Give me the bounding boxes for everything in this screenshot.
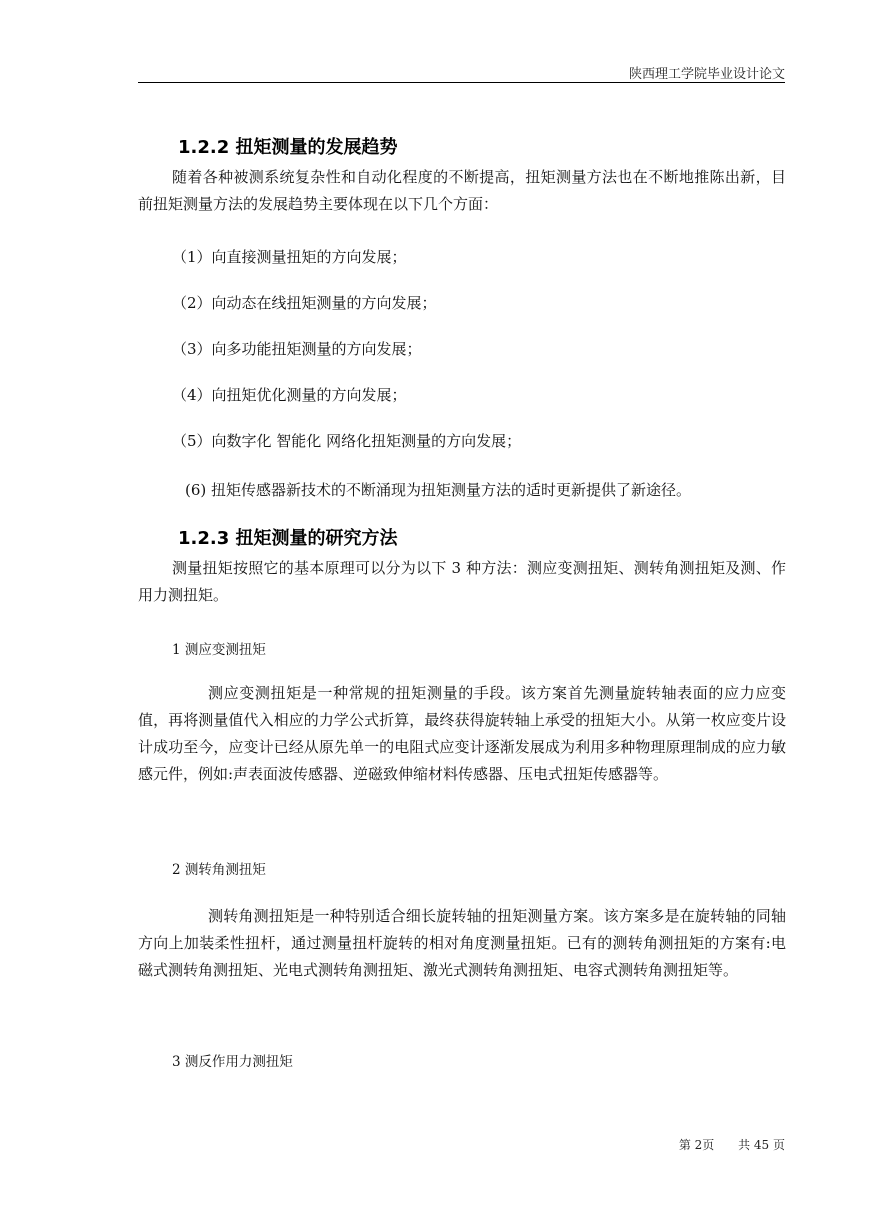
method-3-title: 3 测反作用力测扭矩 xyxy=(172,1054,293,1070)
method-1-title: 1 测应变测扭矩 xyxy=(172,642,266,658)
section-1-2-3-title: 1.2.3 扭矩测量的研究方法 xyxy=(178,528,398,549)
trend-item-5: （5）向数字化 智能化 网络化扭矩测量的方向发展； xyxy=(172,432,522,450)
page-number: 第 2页 xyxy=(678,1138,715,1152)
method-2-title: 2 测转角测扭矩 xyxy=(172,862,266,878)
trend-item-2: （2）向动态在线扭矩测量的方向发展； xyxy=(172,294,437,312)
method-1-text: 测应变测扭矩是一种常规的扭矩测量的手段。该方案首先测量旋转轴表面的应力应变值，再将测量值代入相应的力学公式折算，最终获得旋转轴上承受的扭矩大小。从第一枚应变片设计成功至今，应变计已经从原先单一的电阻式应变计逐渐发展成为利用多种物理原理制成的应力敏感元件，例如:声表面波传感器、逆磁致伸缩材料传感器、压电式扭矩传感器等。 xyxy=(138,684,786,783)
section-1-2-2-intro: 随着各种被测系统复杂性和自动化程度的不断提高，扭矩测量方法也在不断地推陈出新，目前扭矩测量方法的发展趋势主要体现在以下几个方面： xyxy=(138,168,786,213)
method-2-text: 测转角测扭矩是一种特别适合细长旋转轴的扭矩测量方案。该方案多是在旋转轴的同轴方向上加装柔性扭杆，通过测量扭杆旋转的相对角度测量扭矩。已有的测转角测扭矩的方案有:电磁式测转角测扭矩、光电式测转角测扭矩、激光式测转角测扭矩、电容式测转角测扭矩等。 xyxy=(138,907,786,979)
trend-item-1: （1）向直接测量扭矩的方向发展； xyxy=(172,248,407,266)
section-1-2-3-intro: 测量扭矩按照它的基本原理可以分为以下 3 种方法：测应变测扭矩、测转角测扭矩及测、作用力测扭矩。 xyxy=(138,559,786,604)
section-1-2-2-title: 1.2.2 扭矩测量的发展趋势 xyxy=(178,137,398,158)
page-footer xyxy=(679,1136,785,1153)
page-total: 共 45 页 xyxy=(738,1138,785,1152)
page-header-text: 陕西理工学院毕业设计论文 xyxy=(628,67,785,82)
trend-item-6: (6) 扭矩传感器新技术的不断涌现为扭矩测量方法的适时更新提供了新途径。 xyxy=(185,481,692,499)
trend-item-3: （3）向多功能扭矩测量的方向发展； xyxy=(172,340,422,358)
trend-item-4: （4）向扭矩优化测量的方向发展； xyxy=(172,386,407,404)
header-rule xyxy=(138,82,785,83)
